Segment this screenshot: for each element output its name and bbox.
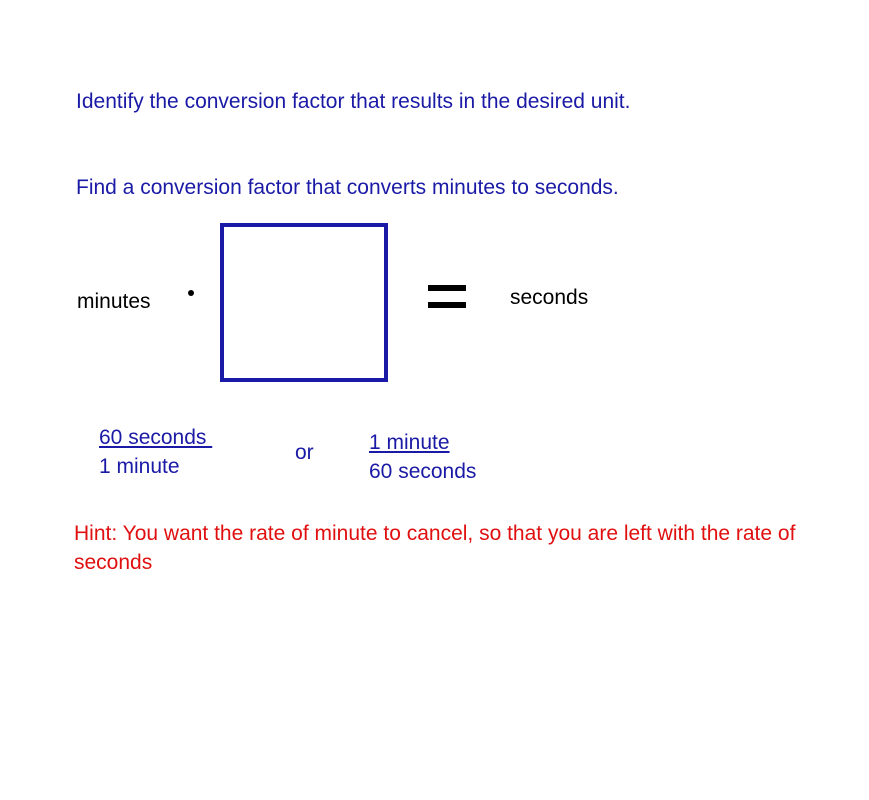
option-b-denominator: 60 seconds	[369, 460, 477, 483]
answer-drop-box[interactable]	[220, 223, 388, 382]
hint-text: Hint: You want the rate of minute to cancel, so that you are left with the rate of seconds	[74, 522, 796, 574]
option-a-numerator: 60 seconds	[99, 426, 213, 449]
equals-bar-bottom	[428, 302, 466, 308]
or-separator: or	[295, 441, 314, 464]
right-unit-label: seconds	[510, 286, 589, 309]
option-b-numerator: 1 minute	[369, 431, 450, 454]
instruction-text: Identify the conversion factor that results in the desired unit.	[76, 90, 631, 113]
equals-icon	[428, 285, 466, 311]
option-1-minute-per-60-seconds[interactable]	[369, 428, 476, 486]
equals-bar-top	[428, 285, 466, 291]
task-text: Find a conversion factor that converts minutes to seconds.	[76, 176, 619, 199]
multiply-dot-icon	[188, 290, 194, 296]
option-60-seconds-per-minute[interactable]	[99, 423, 212, 481]
left-unit-label: minutes	[77, 290, 151, 313]
option-a-denominator: 1 minute	[99, 455, 180, 478]
